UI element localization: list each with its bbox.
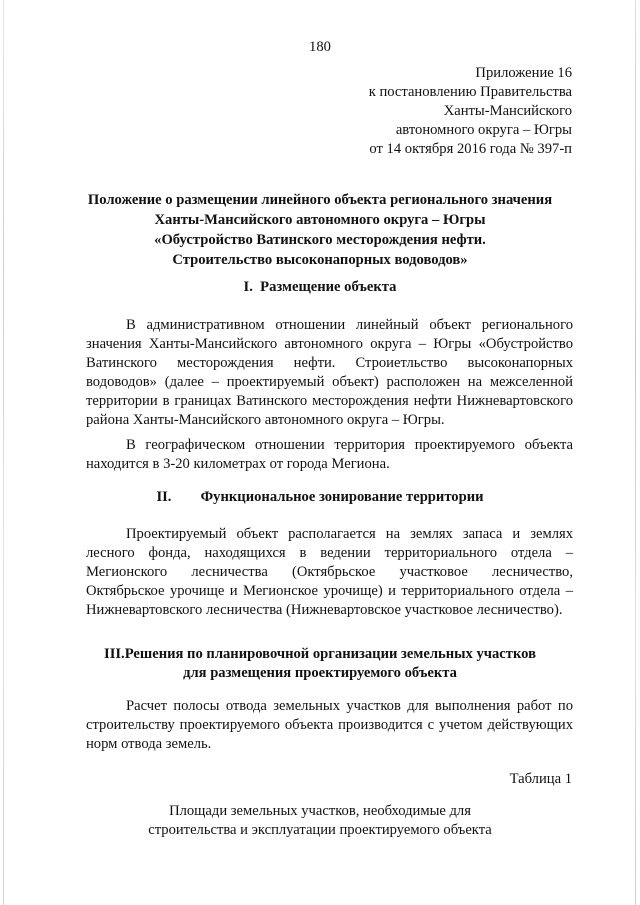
- table-caption-line: строительства и эксплуатации проектируемого объекта: [148, 822, 492, 838]
- section-heading: [68, 488, 572, 507]
- appendix-block: [272, 64, 572, 159]
- section-3-heading-line-2: для размещения проектируемого объекта: [183, 665, 457, 681]
- title-line: Положение о размещении линейного объекта регионального значения: [87, 192, 553, 208]
- section-1-paragraph-2: В географическом отношении территория проектируемого объекта находится в 3-20 километрах от города Мегиона.: [86, 437, 573, 472]
- section-3-heading-line-1: III.Решения по планировочной организации земельных участков: [104, 646, 536, 662]
- section-3-paragraph-1: Расчет полосы отвода земельных участков для выполнения работ по строительству проектируемого объекта производится с учетом действующих норм отвода земель.: [86, 698, 573, 752]
- scan-edge-right: [635, 0, 636, 905]
- appendix-line: к постановлению Правительства: [368, 84, 572, 100]
- appendix-line: от 14 октября 2016 года № 397-п: [369, 141, 572, 157]
- title-line: Строительство высоконапорных водоводов»: [172, 252, 468, 268]
- section-2-heading: II. Функциональное зонирование территории: [156, 489, 484, 505]
- page-number: 180: [309, 39, 331, 55]
- table-label: Таблица 1: [509, 771, 572, 787]
- section-1-paragraph-1: В административном отношении линейный объект регионального значения Ханты-Мансийского автономного округа – Югры «Обустройство Ватинского месторождения нефти. Строиетльство высоконапорных водоводов» (далее – проектируемый объект) расположен на межселенной территории в границах Ватинского месторождения нефти Нижневартовского района Ханты-Мансийского автономного округа – Югры.: [86, 317, 573, 428]
- table-caption-line: Площади земельных участков, необходимые для: [169, 803, 471, 819]
- appendix-line: Приложение 16: [475, 65, 572, 81]
- title-line: Ханты-Мансийского автономного округа – Югры: [154, 212, 486, 228]
- appendix-line: автономного округа – Югры: [395, 122, 572, 138]
- scan-edge-left: [3, 0, 4, 905]
- section-2-paragraph-1: Проектируемый объект располагается на землях запаса и землях лесного фонда, находящихся в ведении территориального отдела – Мегионского лесничества (Октябрьское участковое лесничество, Октябрьское урочище и Мегионское урочище) и территориального отдела – Нижневартовского лесничества (Нижневартовское участковое лесничество).: [86, 526, 573, 618]
- appendix-line: Ханты-Мансийского: [443, 103, 572, 119]
- table-caption: [68, 802, 572, 840]
- title-line: «Обустройство Ватинского месторождения нефти.: [154, 232, 486, 248]
- document-title: [68, 190, 572, 270]
- section-heading: [68, 278, 572, 297]
- section-1-heading: I. Размещение объекта: [243, 279, 397, 295]
- section-heading: [68, 645, 572, 683]
